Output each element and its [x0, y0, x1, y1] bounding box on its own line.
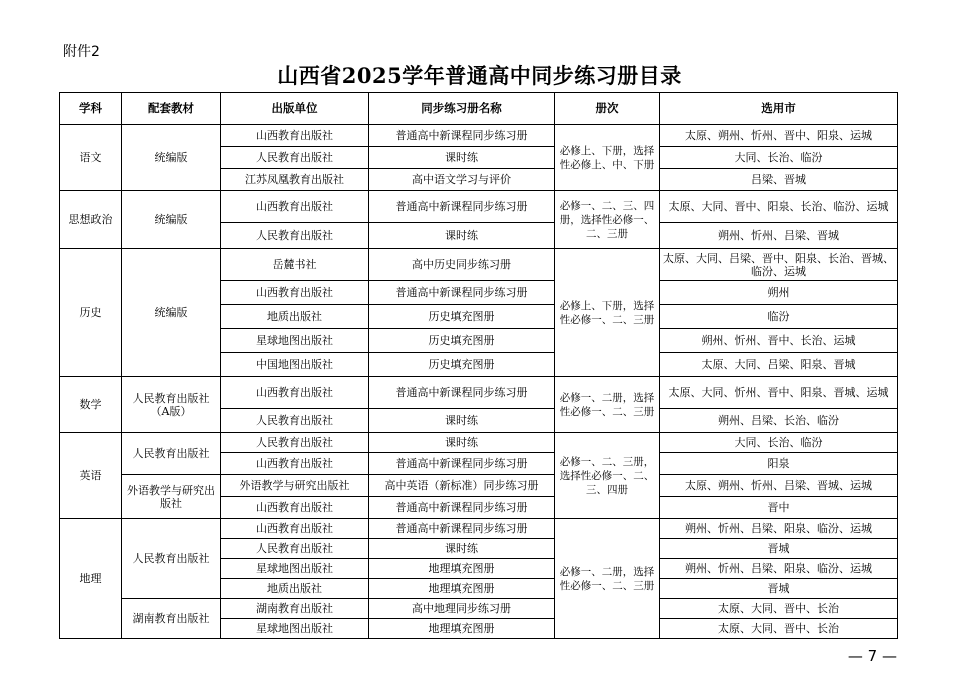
workbook-cell: 课时练: [369, 433, 555, 453]
publisher-cell: 中国地图出版社: [221, 353, 369, 377]
header-volumes: 册次: [555, 93, 660, 125]
subject-cell: 地理: [60, 519, 122, 639]
textbook-cell: 统编版: [122, 249, 221, 377]
workbook-catalog-table: [59, 92, 898, 639]
cities-cell: 朔州: [660, 281, 898, 305]
workbook-cell: 高中地理同步练习册: [369, 599, 555, 619]
table-row: [60, 519, 898, 539]
textbook-cell: 人民教育出版社: [122, 433, 221, 475]
publisher-cell: 人民教育出版社: [221, 433, 369, 453]
publisher-cell: 地质出版社: [221, 579, 369, 599]
workbook-cell: 课时练: [369, 539, 555, 559]
publisher-cell: 星球地图出版社: [221, 329, 369, 353]
cities-cell: 太原、大同、晋中、阳泉、长治、临汾、运城: [660, 191, 898, 223]
cities-cell: 太原、大同、吕梁、阳泉、晋城: [660, 353, 898, 377]
publisher-cell: 外语教学与研究出版社: [221, 475, 369, 497]
header-publisher: 出版单位: [221, 93, 369, 125]
cities-cell: 晋城: [660, 539, 898, 559]
publisher-cell: 山西教育出版社: [221, 281, 369, 305]
cities-cell: 晋中: [660, 497, 898, 519]
cities-cell: 大同、长治、临汾: [660, 433, 898, 453]
cities-cell: 太原、朔州、忻州、晋中、阳泉、运城: [660, 125, 898, 147]
cities-cell: 太原、大同、晋中、长治: [660, 599, 898, 619]
workbook-cell: 课时练: [369, 409, 555, 433]
subject-cell: 语文: [60, 125, 122, 191]
header-cities: 选用市: [660, 93, 898, 125]
volumes-cell: 必修一、二、三册，选择性必修一、二、三、四册: [555, 433, 660, 519]
publisher-cell: 地质出版社: [221, 305, 369, 329]
workbook-cell: 高中历史同步练习册: [369, 249, 555, 281]
publisher-cell: 星球地图出版社: [221, 619, 369, 639]
header-workbook-name: 同步练习册名称: [369, 93, 555, 125]
cities-cell: 朔州、忻州、吕梁、阳泉、临汾、运城: [660, 559, 898, 579]
document-title: 山西省2025学年普通高中同步练习册目录: [277, 63, 682, 88]
cities-cell: 朔州、忻州、吕梁、晋城: [660, 223, 898, 249]
header-textbook: 配套教材: [122, 93, 221, 125]
table-row: [60, 191, 898, 223]
workbook-cell: 普通高中新课程同步练习册: [369, 519, 555, 539]
cities-cell: 临汾: [660, 305, 898, 329]
cities-cell: 朔州、忻州、吕梁、阳泉、临汾、运城: [660, 519, 898, 539]
textbook-cell: 人民教育出版社: [122, 519, 221, 599]
table-row: [60, 433, 898, 453]
publisher-cell: 人民教育出版社: [221, 147, 369, 169]
subject-cell: 数学: [60, 377, 122, 433]
workbook-cell: 高中英语（新标准）同步练习册: [369, 475, 555, 497]
textbook-cell: 统编版: [122, 191, 221, 249]
workbook-cell: 普通高中新课程同步练习册: [369, 453, 555, 475]
textbook-cell: 统编版: [122, 125, 221, 191]
publisher-cell: 岳麓书社: [221, 249, 369, 281]
header-subject: 学科: [60, 93, 122, 125]
publisher-cell: 星球地图出版社: [221, 559, 369, 579]
workbook-cell: 地理填充图册: [369, 579, 555, 599]
publisher-cell: 山西教育出版社: [221, 519, 369, 539]
volumes-cell: 必修上、下册，选择性必修上、中、下册: [555, 125, 660, 191]
page-number: — 7 —: [847, 647, 897, 665]
table-row: [60, 125, 898, 147]
textbook-cell: 湖南教育出版社: [122, 599, 221, 639]
publisher-cell: 江苏凤凰教育出版社: [221, 169, 369, 191]
publisher-cell: 山西教育出版社: [221, 125, 369, 147]
textbook-cell: 人民教育出版社（A版）: [122, 377, 221, 433]
cities-cell: 太原、大同、晋中、长治: [660, 619, 898, 639]
workbook-cell: 普通高中新课程同步练习册: [369, 497, 555, 519]
workbook-cell: 地理填充图册: [369, 619, 555, 639]
workbook-cell: 历史填充图册: [369, 329, 555, 353]
table-row: [60, 377, 898, 409]
cities-cell: 朔州、忻州、晋中、长治、运城: [660, 329, 898, 353]
volumes-cell: 必修一、二、三、四册，选择性必修一、二、三册: [555, 191, 660, 249]
cities-cell: 太原、朔州、忻州、吕梁、晋城、运城: [660, 475, 898, 497]
cities-cell: 太原、大同、吕梁、晋中、阳泉、长治、晋城、临汾、运城: [660, 249, 898, 281]
cities-cell: 朔州、吕梁、长治、临汾: [660, 409, 898, 433]
workbook-cell: 历史填充图册: [369, 353, 555, 377]
workbook-cell: 普通高中新课程同步练习册: [369, 281, 555, 305]
workbook-cell: 地理填充图册: [369, 559, 555, 579]
publisher-cell: 山西教育出版社: [221, 453, 369, 475]
publisher-cell: 山西教育出版社: [221, 497, 369, 519]
subject-cell: 英语: [60, 433, 122, 519]
table-row: [60, 249, 898, 281]
workbook-cell: 历史填充图册: [369, 305, 555, 329]
workbook-cell: 普通高中新课程同步练习册: [369, 125, 555, 147]
subject-cell: 思想政治: [60, 191, 122, 249]
workbook-cell: 普通高中新课程同步练习册: [369, 377, 555, 409]
volumes-cell: 必修上、下册，选择性必修一、二、三册: [555, 249, 660, 377]
publisher-cell: 湖南教育出版社: [221, 599, 369, 619]
attachment-label: 附件2: [63, 44, 100, 60]
volumes-cell: 必修一、二册，选择性必修一、二、三册: [555, 519, 660, 639]
table-header-row: [60, 93, 898, 125]
workbook-cell: 普通高中新课程同步练习册: [369, 191, 555, 223]
cities-cell: 太原、大同、忻州、晋中、阳泉、晋城、运城: [660, 377, 898, 409]
table-row: [60, 599, 898, 619]
publisher-cell: 人民教育出版社: [221, 539, 369, 559]
workbook-cell: 课时练: [369, 147, 555, 169]
workbook-cell: 高中语文学习与评价: [369, 169, 555, 191]
textbook-cell: 外语教学与研究出版社: [122, 475, 221, 519]
subject-cell: 历史: [60, 249, 122, 377]
cities-cell: 大同、长治、临汾: [660, 147, 898, 169]
table-row: [60, 475, 898, 497]
cities-cell: 吕梁、晋城: [660, 169, 898, 191]
cities-cell: 晋城: [660, 579, 898, 599]
publisher-cell: 山西教育出版社: [221, 191, 369, 223]
volumes-cell: 必修一、二册，选择性必修一、二、三册: [555, 377, 660, 433]
workbook-cell: 课时练: [369, 223, 555, 249]
publisher-cell: 人民教育出版社: [221, 223, 369, 249]
cities-cell: 阳泉: [660, 453, 898, 475]
publisher-cell: 人民教育出版社: [221, 409, 369, 433]
publisher-cell: 山西教育出版社: [221, 377, 369, 409]
